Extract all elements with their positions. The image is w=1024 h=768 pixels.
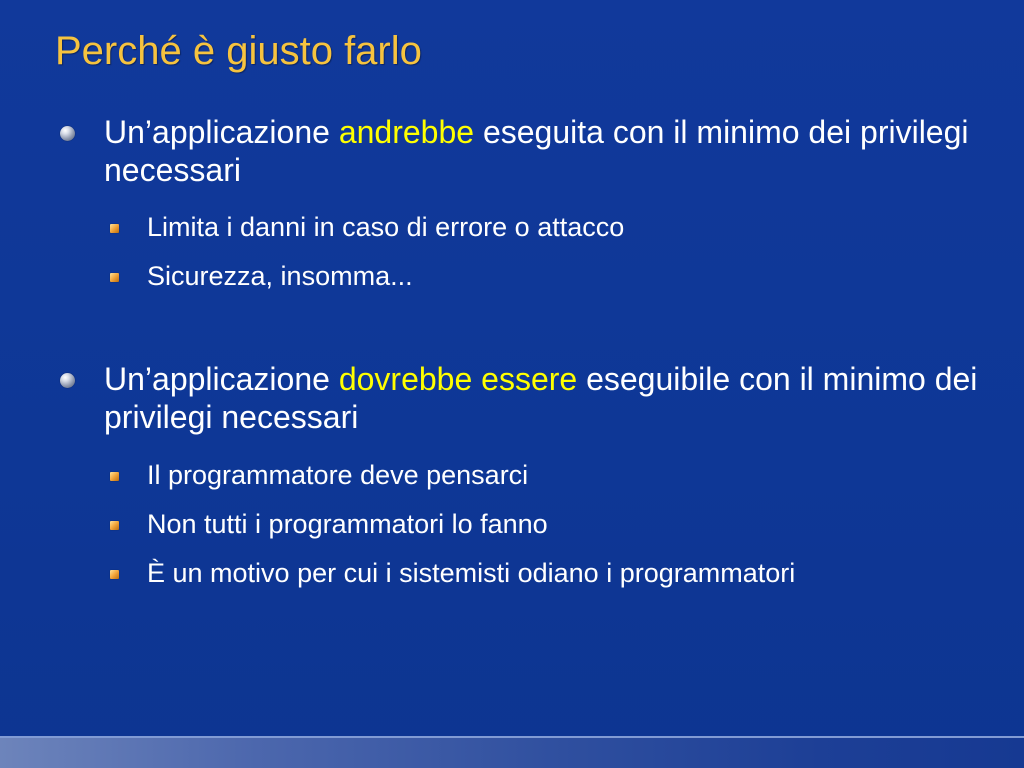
bullet-1-text [104, 113, 984, 189]
slide-title: Perché è giusto farlo [55, 29, 422, 73]
level1-bullet-icon [60, 126, 75, 141]
bullet-2-sub-1: Il programmatore deve pensarci [147, 460, 529, 490]
level2-bullet-icon [110, 224, 119, 233]
bullet-2-text-after: eseguibile con il minimo dei privilegi necessari [104, 361, 978, 435]
level2-bullet-icon [110, 570, 119, 579]
footer-gradient-bar [0, 738, 1024, 768]
level2-bullet-icon [110, 521, 119, 530]
level2-bullet-icon [110, 472, 119, 481]
bullet-2-sub-2: Non tutti i programmatori lo fanno [147, 509, 548, 539]
bullet-1-text-after: eseguita con il minimo dei privilegi necessari [104, 114, 969, 188]
bullet-2-text [104, 360, 984, 436]
bullet-2-sub-3: È un motivo per cui i sistemisti odiano i programmatori [147, 558, 796, 588]
level2-bullet-icon [110, 273, 119, 282]
bullet-1-sub-2: Sicurezza, insomma... [147, 261, 413, 291]
level1-bullet-icon [60, 373, 75, 388]
bullet-2-text-before: Un’applicazione [104, 361, 339, 397]
bullet-2-highlight: dovrebbe essere [338, 361, 578, 397]
bullet-1-highlight: andrebbe [338, 114, 475, 150]
bullet-1-sub-1: Limita i danni in caso di errore o attacco [147, 212, 625, 242]
bullet-1-text-before: Un’applicazione [104, 114, 339, 150]
